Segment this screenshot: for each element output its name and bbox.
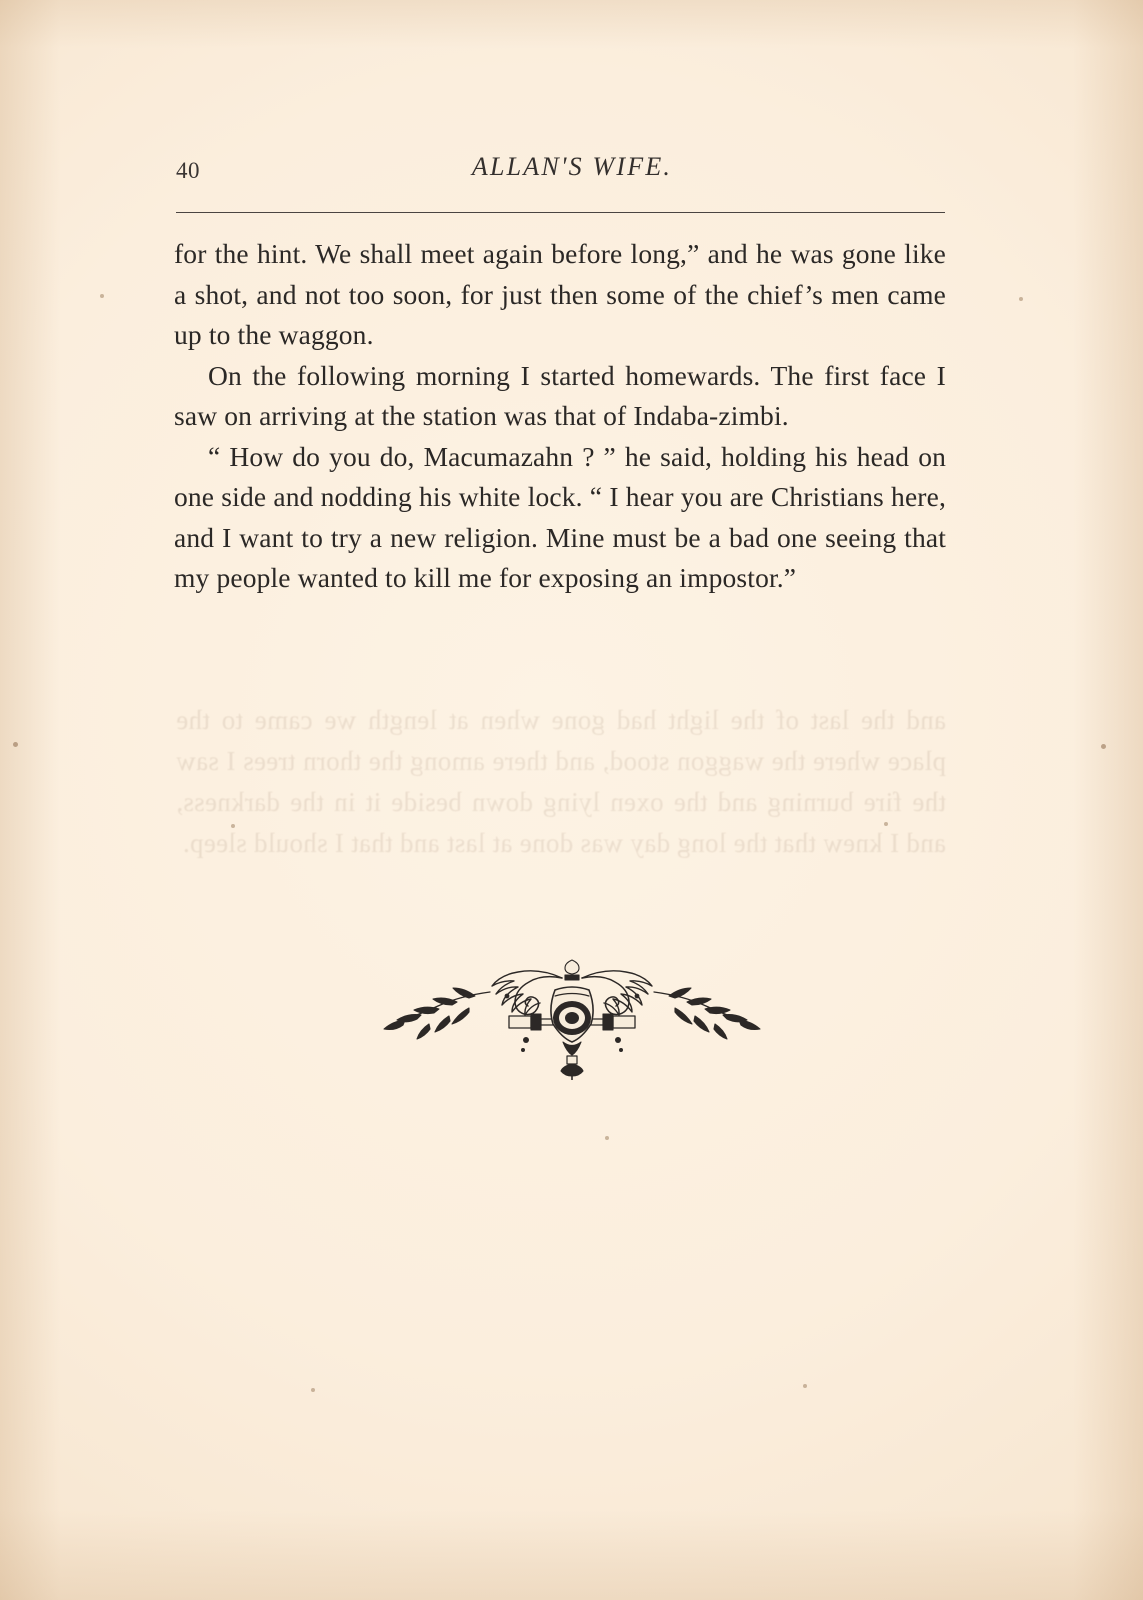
paragraph: “ How do you do, Macumazahn ? ” he said, holding his head on one side and nodding his white lock. “ I hear you are Christians here, and I want to try a new religion. Mine must be a bad one seeing that my people wanted to kill me for exposing an impostor.” [174,440,946,593]
paragraph: for the hint. We shall meet again before long,” and he was gone like a shot, and not too soon, for just then some of the chief’s men came up to the waggon. [174,238,946,350]
paper-speck [1019,297,1023,301]
paper-speck [1101,744,1106,749]
body-text-block [174,234,946,599]
page-number: 40 [176,158,200,183]
paper-speck [231,824,235,828]
paper-speck [605,1136,609,1140]
paragraph: On the following morning I started homewards. The first face I saw on arriving at the station was that of Indaba-zimbi. [174,359,946,431]
paper-speck [100,294,104,298]
paper-speck [311,1388,315,1392]
floral-scrollwork-ornament [357,930,787,1080]
running-title: ALLAN'S WIFE. [471,152,673,181]
paper-speck [803,1384,807,1388]
paper-speck [13,742,18,747]
page-header [176,152,944,186]
header-rule [176,212,945,213]
paper-speck [884,822,888,826]
